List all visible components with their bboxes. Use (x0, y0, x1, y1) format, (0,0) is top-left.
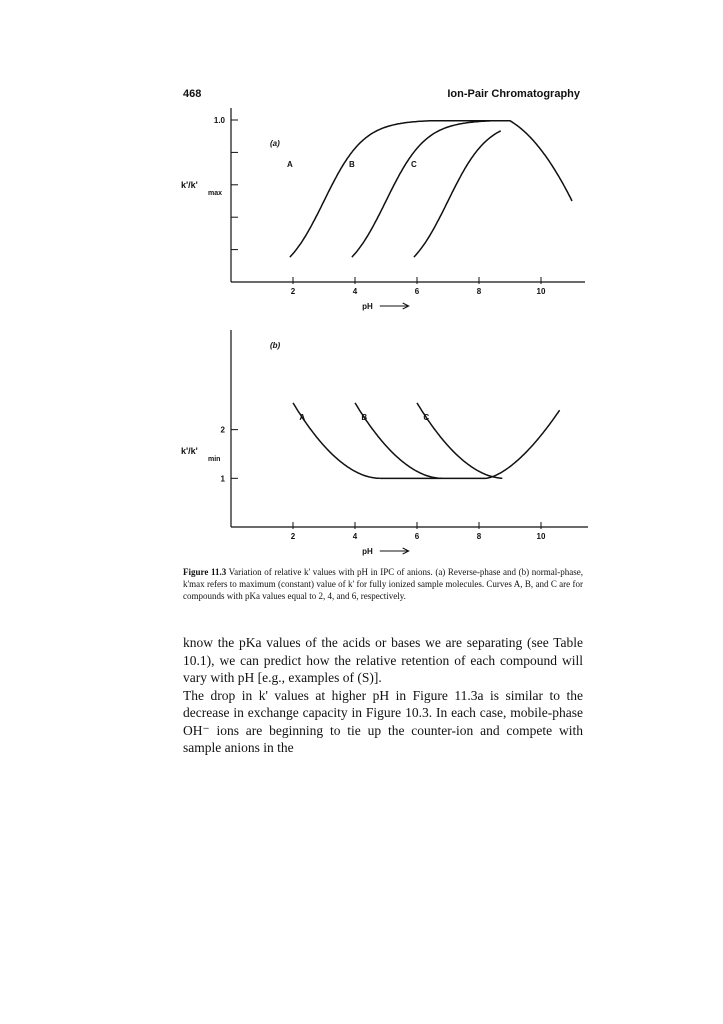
panel-b-y-tick-label: 1 (220, 474, 225, 484)
panel-a-x-tick-label: 6 (414, 287, 420, 296)
panel-a-curve-label-C: C (411, 159, 417, 169)
panel-a-curve-A (290, 121, 510, 257)
panel-a-label: (a) (270, 139, 280, 148)
panel-b-curve-ascent (380, 410, 560, 478)
caption-label: Figure 11.3 (183, 567, 227, 577)
panel-a-x-tick-label: 10 (536, 287, 546, 296)
panel-a-curve-B (352, 121, 501, 257)
panel-b-curve-label-B: B (361, 412, 368, 422)
panel-a-x-tick-label: 2 (290, 287, 296, 296)
panel-b-x-tick-label: 10 (536, 532, 546, 541)
panel-a-curve-descent (507, 121, 572, 201)
panel-b-x-tick-label: 8 (476, 532, 482, 541)
panel-b-x-axis-label: pH (362, 547, 373, 556)
panel-b-x-tick-label: 6 (414, 532, 420, 541)
panel-b-curve-label-A: A (299, 412, 306, 422)
running-head: Ion-Pair Chromatography (447, 88, 580, 100)
panel-b-y-axis-label: k'/k' (181, 445, 198, 456)
panel-a-x-tick-label: 8 (476, 287, 482, 296)
panel-a-x-axis-label: pH (362, 302, 373, 311)
panel-a-y-tick-label: 1.0 (213, 116, 225, 125)
caption-text: Variation of relative k' values with pH in IPC of anions. (a) Reverse-phase and (b) normal-phase, k'max refers to maximum (constant) value of k' for fully ionized sample molecules. Curves A, B, and C are for compounds with pKa values equal to 2, 4, and 6, respectively. (183, 567, 583, 601)
body-paragraph-1: know the pKa values of the acids or bases we are separating (see Table 10.1), we can predict how the relative retention of each compound will vary with pH [e.g., examples of (S)]. (183, 635, 583, 685)
panel-b-y-tick-label: 2 (220, 425, 225, 435)
panel-b-y-axis-label-sub: min (208, 455, 221, 463)
body-text (183, 634, 583, 757)
figure-caption (183, 566, 583, 602)
page-number: 468 (183, 88, 202, 100)
panel-b-label: (b) (270, 341, 281, 350)
body-paragraph-2: The drop in k' values at higher pH in Figure 11.3a is similar to the decrease in exchange capacity in Figure 10.3. In each case, mobile-phase OH⁻ ions are beginning to tie up the counter-ion and compete with sample anions in the (183, 687, 583, 755)
panel-a-x-tick-label: 4 (352, 287, 358, 296)
panel-a-curve-C (414, 131, 501, 257)
panel-a-curve-label-B: B (349, 159, 355, 169)
panel-a-curve-label-A: A (287, 159, 293, 169)
panel-b-x-tick-label: 4 (352, 532, 358, 541)
panel-b-x-tick-label: 2 (290, 532, 296, 541)
panel-a-y-axis-label: k'/k' (181, 180, 198, 191)
panel-b-curve-C (417, 403, 502, 478)
panel-a-y-axis-label-sub: max (208, 190, 223, 198)
panel-b-curve-label-C: C (423, 412, 430, 422)
